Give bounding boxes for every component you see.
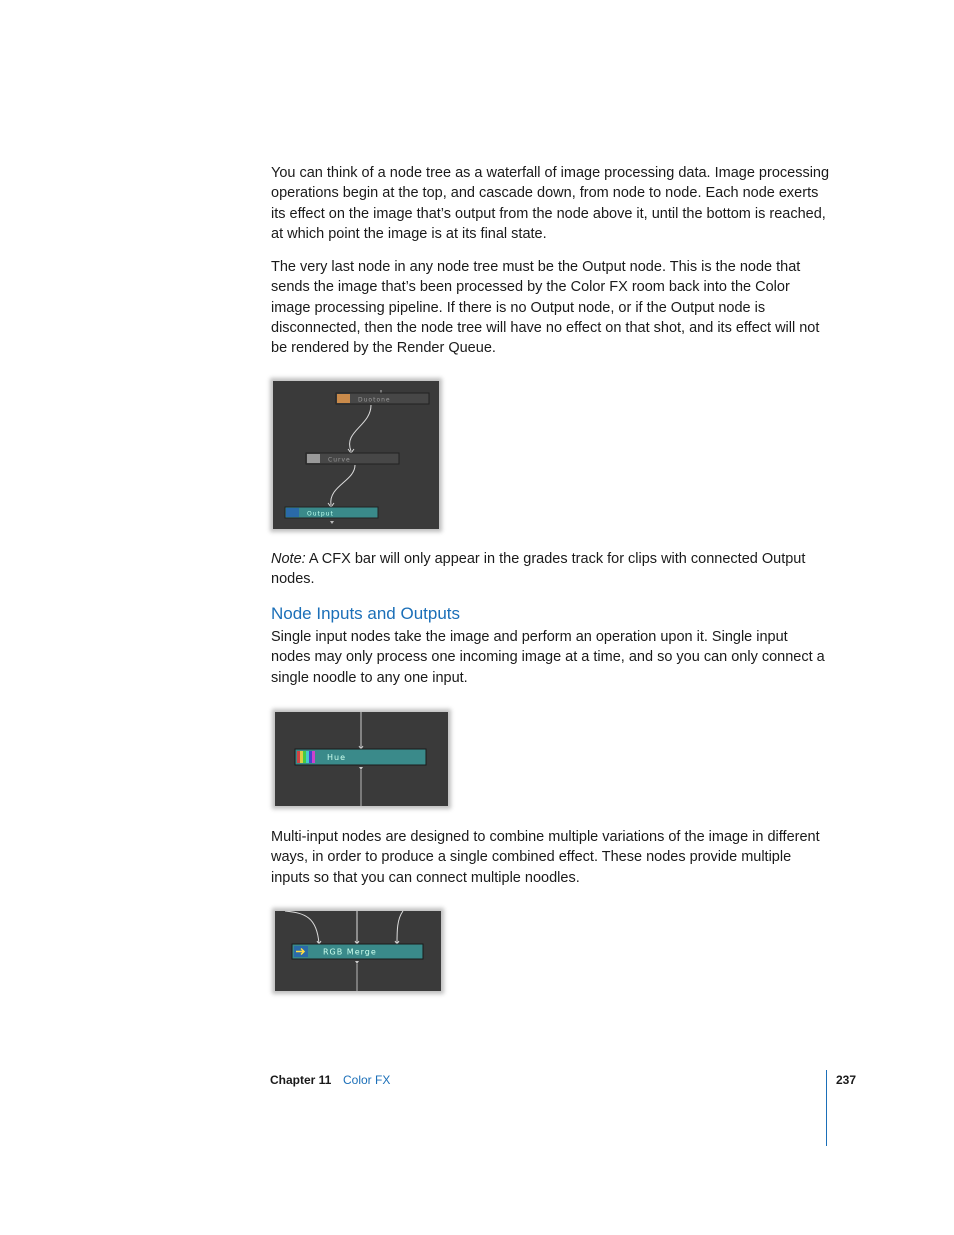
node-tree-figure — [273, 381, 439, 529]
paragraph-single-input: Single input nodes take the image and perform an operation upon it. Single input nodes may only process one incoming image at a time, and so you can only connect a single noodle to any one input. — [271, 629, 825, 686]
output-label: Output — [307, 510, 334, 518]
page-number: 237 — [836, 1073, 857, 1087]
note-label: Note: — [271, 551, 306, 567]
duotone-node[interactable] — [336, 393, 429, 404]
hue-node[interactable] — [295, 749, 426, 765]
duotone-label: Duotone — [358, 396, 391, 404]
note-text: A CFX bar will only appear in the grades track for clips with connected Output nodes. — [271, 551, 806, 588]
output-node[interactable] — [285, 507, 378, 518]
curve-icon — [307, 454, 320, 463]
output-icon — [286, 508, 299, 517]
hue-spectrum-icon — [297, 751, 315, 763]
paragraph-multi-input: Multi-input nodes are designed to combine multiple variations of the image in different ways, in order to produce a single combined effect. These nodes provide multiple inputs so that you can connect multiple noodles. — [271, 829, 820, 886]
single-input-figure — [275, 712, 448, 806]
footer-chapter-title[interactable]: Color FX — [343, 1073, 391, 1087]
paragraph-waterfall: You can think of a node tree as a waterfall of image processing data. Image processing operations begin at the top, and cascade down, from node to node. Each node exerts its effect on the image that’s output from the node above it, until the bottom is reached, at which point the image is at its final state. — [271, 165, 830, 242]
curve-node[interactable] — [306, 453, 399, 464]
section-heading: Node Inputs and Outputs — [271, 604, 461, 623]
footer-divider — [826, 1070, 827, 1146]
footer-chapter: Chapter 11 — [270, 1073, 332, 1087]
rgb-merge-icon — [294, 946, 308, 957]
rgb-merge-label: RGB Merge — [323, 947, 377, 957]
multi-input-figure — [275, 911, 441, 991]
duotone-icon — [337, 394, 350, 403]
rgb-merge-node[interactable] — [292, 944, 423, 959]
curve-label: Curve — [328, 456, 351, 464]
paragraph-output-node: The very last node in any node tree must be the Output node. This is the node that sends the image that’s been processed by the Color FX room back into the Color image processing pipeline. If there is no Output node, or if the Output node is disconnected, then the node tree will have no effect on that shot, and its effect will not be rendered by the Render Queue. — [271, 259, 820, 357]
hue-label: Hue — [327, 753, 347, 762]
note-paragraph — [271, 549, 831, 590]
